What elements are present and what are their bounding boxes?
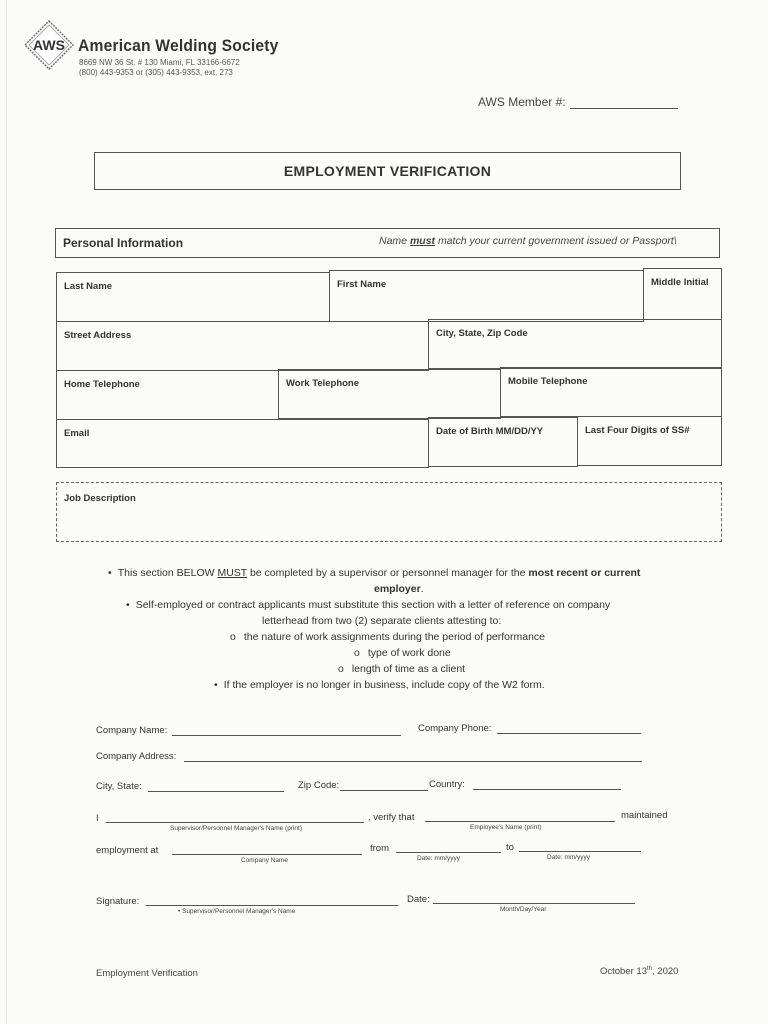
signature-label: Signature: <box>96 896 140 907</box>
supervisor-name-caption: Supervisor/Personnel Manager's Name (print) <box>170 825 303 832</box>
dob-field[interactable] <box>428 417 578 467</box>
title-box <box>94 152 681 190</box>
address-line-2: (800) 443-9353 or (305) 443-9353, ext. 273 <box>79 68 233 77</box>
company-name-caption: Company Name <box>241 857 288 864</box>
zip-code-label: Zip Code: <box>298 780 340 791</box>
last-name-label: Last Name <box>64 281 113 292</box>
employee-name-caption: Employee's Name (print) <box>470 824 542 831</box>
instruction-sub-2: o type of work done <box>354 647 451 659</box>
footer-date-year: , 2020 <box>652 966 679 978</box>
b1-end: . <box>420 583 424 595</box>
mobile-telephone-field[interactable] <box>500 367 722 417</box>
middle-initial-field[interactable] <box>643 268 722 320</box>
member-label: AWS Member #: <box>478 95 566 109</box>
work-telephone-field[interactable] <box>278 369 501 419</box>
from-date-caption: Date: mm/yyyy <box>417 855 460 862</box>
city-state-line[interactable] <box>148 791 284 792</box>
city-state-zip-label: City, State, Zip Code <box>436 328 528 339</box>
date-label: Date: <box>407 894 430 905</box>
personal-info-title: Personal Information <box>63 236 184 250</box>
verify-that-label: , verify that <box>368 812 415 823</box>
email-field[interactable] <box>56 419 429 468</box>
country-label: Country: <box>429 779 465 790</box>
to-date-line[interactable] <box>519 851 641 852</box>
footer-date-day: October 13 <box>600 966 647 978</box>
date-caption: Month/Day/Year <box>500 906 547 913</box>
dob-label: Date of Birth MM/DD/YY <box>436 426 544 437</box>
from-label: from <box>370 843 389 854</box>
email-label: Email <box>64 428 90 439</box>
b1-pre: This section BELOW <box>117 567 218 579</box>
signature-caption: • Supervisor/Personnel Manager's Name <box>178 908 296 915</box>
instruction-bullet-1-line2 <box>374 583 424 595</box>
zip-code-line[interactable] <box>340 790 428 791</box>
street-address-label: Street Address <box>64 330 132 341</box>
employment-at-label: employment at <box>96 845 159 856</box>
first-name-label: First Name <box>337 279 387 290</box>
street-address-field[interactable] <box>56 321 429 371</box>
aws-logo <box>24 20 74 70</box>
b1-mid: be completed by a supervisor or personnel manager for the <box>247 567 529 579</box>
maintained-label: maintained <box>621 810 668 821</box>
org-address <box>79 58 240 78</box>
ssn-last4-field[interactable] <box>577 416 722 466</box>
first-name-field[interactable] <box>329 270 644 322</box>
scan-edge <box>6 0 7 1024</box>
company-name-line[interactable] <box>172 735 401 736</box>
logo-text: AWS <box>33 37 65 53</box>
country-line[interactable] <box>473 789 621 790</box>
member-number-line[interactable] <box>570 98 678 109</box>
employee-name-line[interactable] <box>425 821 615 822</box>
company-address-line[interactable] <box>184 761 642 762</box>
home-telephone-label: Home Telephone <box>64 379 140 390</box>
page-title: EMPLOYMENT VERIFICATION <box>283 163 492 179</box>
company-address-label: Company Address: <box>96 751 177 762</box>
instruction-sub-1: o the nature of work assignments during the period of performance <box>230 631 545 643</box>
signature-caption-text: Supervisor/Personnel Manager's Name <box>182 908 296 915</box>
middle-initial-label: Middle Initial <box>651 277 709 288</box>
company-phone-line[interactable] <box>497 733 641 734</box>
org-name: American Welding Society <box>78 36 279 55</box>
instruction-bullet-3: • If the employer is no longer in business, include copy of the W2 form. <box>214 679 545 691</box>
footer-left: Employment Verification <box>96 968 198 979</box>
footer-date-sup: th <box>647 966 653 972</box>
to-label: to <box>506 842 514 853</box>
personal-info-header <box>55 228 720 258</box>
note-emphasis: must <box>409 235 436 247</box>
company-phone-label: Company Phone: <box>418 723 492 734</box>
company-name-label: Company Name: <box>96 725 168 736</box>
address-line-1: 8669 NW 36 St. # 130 Miami, FL 33166-6672 <box>79 58 240 67</box>
instruction-bullet-2-line2: letterhead from two (2) separate clients attesting to: <box>262 615 502 627</box>
footer-date <box>600 966 678 977</box>
b1-must: MUST <box>217 567 248 579</box>
instruction-bullet-2: • Self-employed or contract applicants must substitute this section with a letter of reference on company <box>126 599 610 611</box>
job-description-label: Job Description <box>64 493 136 504</box>
home-telephone-field[interactable] <box>56 370 279 420</box>
from-date-line[interactable] <box>396 852 501 853</box>
note-prefix: Name <box>379 235 408 247</box>
city-state-label: City, State: <box>96 781 142 792</box>
signature-line[interactable] <box>146 905 398 906</box>
job-description-field[interactable] <box>56 482 722 542</box>
ssn-last4-label: Last Four Digits of SS# <box>585 425 690 436</box>
last-name-field[interactable] <box>56 272 330 322</box>
employment-company-line[interactable] <box>172 854 362 855</box>
note-suffix: match your current government issued or Passport\ <box>437 235 677 247</box>
name-note <box>379 235 677 247</box>
to-date-caption: Date: mm/yyyy <box>547 854 590 861</box>
mobile-telephone-label: Mobile Telephone <box>508 376 588 387</box>
i-label: I <box>96 813 99 824</box>
b1-bold: most recent or current <box>528 567 641 579</box>
instruction-sub-3: o length of time as a client <box>338 663 465 675</box>
work-telephone-label: Work Telephone <box>286 378 360 389</box>
city-state-zip-field[interactable] <box>428 319 722 369</box>
date-line[interactable] <box>433 903 635 904</box>
supervisor-name-line[interactable] <box>106 822 364 823</box>
instruction-bullet-1 <box>108 567 640 579</box>
b1-line2: employer <box>374 583 421 595</box>
member-field[interactable] <box>478 95 678 109</box>
